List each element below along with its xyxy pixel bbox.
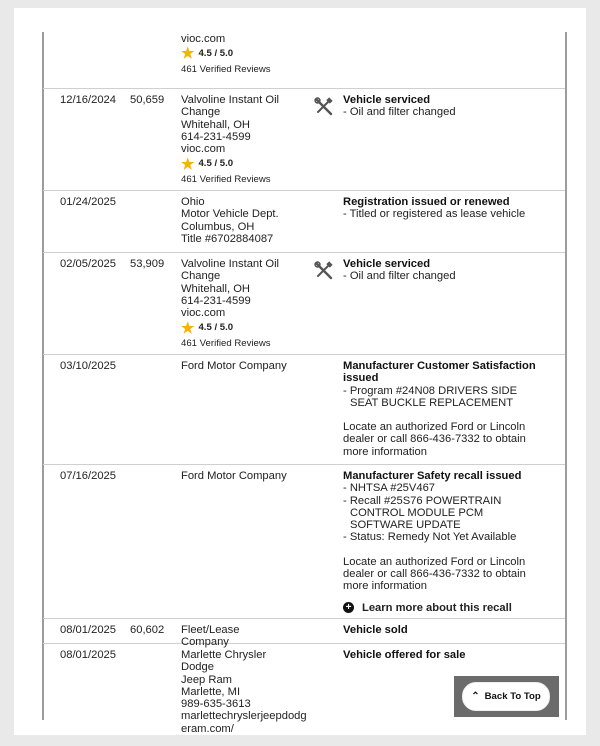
event-title: Vehicle serviced [343, 94, 431, 106]
event-title: Manufacturer Customer Satisfaction issued [343, 360, 536, 385]
source-cell: Ford Motor Company [181, 470, 287, 482]
source-cell: Valvoline Instant Oil Change Whitehall, OH 614-231-4599 vioc.com ★ 4.5 / 5.0 461 Verified Reviews [181, 94, 289, 186]
rating: ★ 4.5 / 5.0 [181, 45, 234, 63]
date-cell: 03/10/2025 [60, 360, 116, 372]
right-border [565, 32, 567, 720]
table-row [43, 89, 565, 191]
source-cell [181, 33, 289, 76]
back-to-top-button[interactable]: ⌃ Back To Top [462, 682, 550, 711]
event-title: Vehicle sold [343, 624, 408, 636]
chevron-up-icon: ⌃ [471, 691, 480, 702]
details-cell: Vehicle serviced - Oil and filter changed [343, 258, 456, 283]
star-icon: ★ [181, 319, 195, 337]
history-table [43, 8, 565, 734]
odometer-cell: 60,602 [130, 624, 165, 636]
details-cell: Manufacturer Customer Satisfaction issued - Program #24N08 DRIVERS SIDE SEAT BUCKLE REPLACEMENT Locate an authorized Ford or Lincoln dealer or call 866-436-7332 to obtain more information [343, 360, 548, 458]
details-cell [343, 649, 548, 661]
event-title: Manufacturer Safety recall issued [343, 470, 522, 482]
date-cell: 01/24/2025 [60, 196, 116, 208]
date-cell: 07/16/2025 [60, 470, 116, 482]
source-cell: Ford Motor Company [181, 360, 287, 372]
source-cell: Marlette Chrysler Dodge Jeep Ram Marlette, MI 989-635-3613 marlettechryslerjeepdodg eram.com/ [181, 649, 307, 735]
reviews-link[interactable]: 461 Verified Reviews [181, 337, 271, 349]
table-row [43, 8, 565, 89]
source-website[interactable]: vioc.com [181, 33, 226, 45]
odometer-cell: 53,909 [130, 258, 165, 270]
event-title: Vehicle offered for sale [343, 649, 466, 661]
details-cell [343, 624, 548, 636]
reviews-link[interactable]: 461 Verified Reviews [181, 63, 271, 75]
date-cell: 08/01/2025 [60, 624, 116, 636]
table-row [43, 191, 565, 253]
back-to-top-overlay [454, 676, 559, 717]
reviews-link[interactable]: 461 Verified Reviews [181, 173, 271, 185]
table-row [43, 253, 565, 355]
rating: ★ 4.5 / 5.0 [181, 155, 234, 173]
source-website[interactable]: marlettechryslerjeepdodg [181, 710, 307, 723]
table-row [43, 465, 565, 619]
event-title: Registration issued or renewed [343, 196, 510, 208]
details-cell: Registration issued or renewed - Titled or registered as lease vehicle [343, 196, 526, 221]
details-cell: Manufacturer Safety recall issued - NHTSA #25V467 - Recall #25S76 POWERTRAIN CONTROL MODULE PCM SOFTWARE UPDATE - Status: Remedy Not Yet Available Locate an authorized Ford or Lincoln dealer or call 866-436-7332 to obtain more information + Learn more about this recall [343, 470, 548, 614]
wrench-screwdriver-icon [314, 97, 334, 117]
star-icon: ★ [181, 155, 195, 173]
table-row [43, 355, 565, 465]
star-icon: ★ [181, 45, 195, 63]
date-cell: 12/16/2024 [60, 94, 116, 106]
date-cell: 02/05/2025 [60, 258, 116, 270]
dealer-note: Locate an authorized Ford or Lincoln dealer or call 866-436-7332 to obtain more information [343, 421, 526, 458]
wrench-screwdriver-icon [314, 261, 334, 281]
event-title: Vehicle serviced [343, 258, 431, 270]
source-cell: Valvoline Instant Oil Change Whitehall, OH 614-231-4599 vioc.com ★ 4.5 / 5.0 461 Verified Reviews [181, 258, 289, 350]
source-cell: Fleet/Lease Company [181, 624, 240, 649]
details-cell: Vehicle serviced - Oil and filter changed [343, 94, 456, 119]
table-row [43, 619, 565, 649]
plus-circle-icon: + [343, 602, 354, 613]
rating: ★ 4.5 / 5.0 [181, 319, 234, 337]
dealer-note: Locate an authorized Ford or Lincoln dealer or call 866-436-7332 to obtain more information [343, 555, 526, 593]
source-website[interactable]: vioc.com [181, 143, 226, 156]
history-card [14, 8, 586, 735]
learn-more-recall-link[interactable]: + Learn more about this recall [343, 602, 548, 614]
source-website[interactable]: vioc.com [181, 307, 226, 320]
date-cell: 08/01/2025 [60, 649, 116, 661]
odometer-cell: 50,659 [130, 94, 165, 106]
source-cell: Ohio Motor Vehicle Dept. Columbus, OH Title #6702884087 [181, 196, 279, 245]
